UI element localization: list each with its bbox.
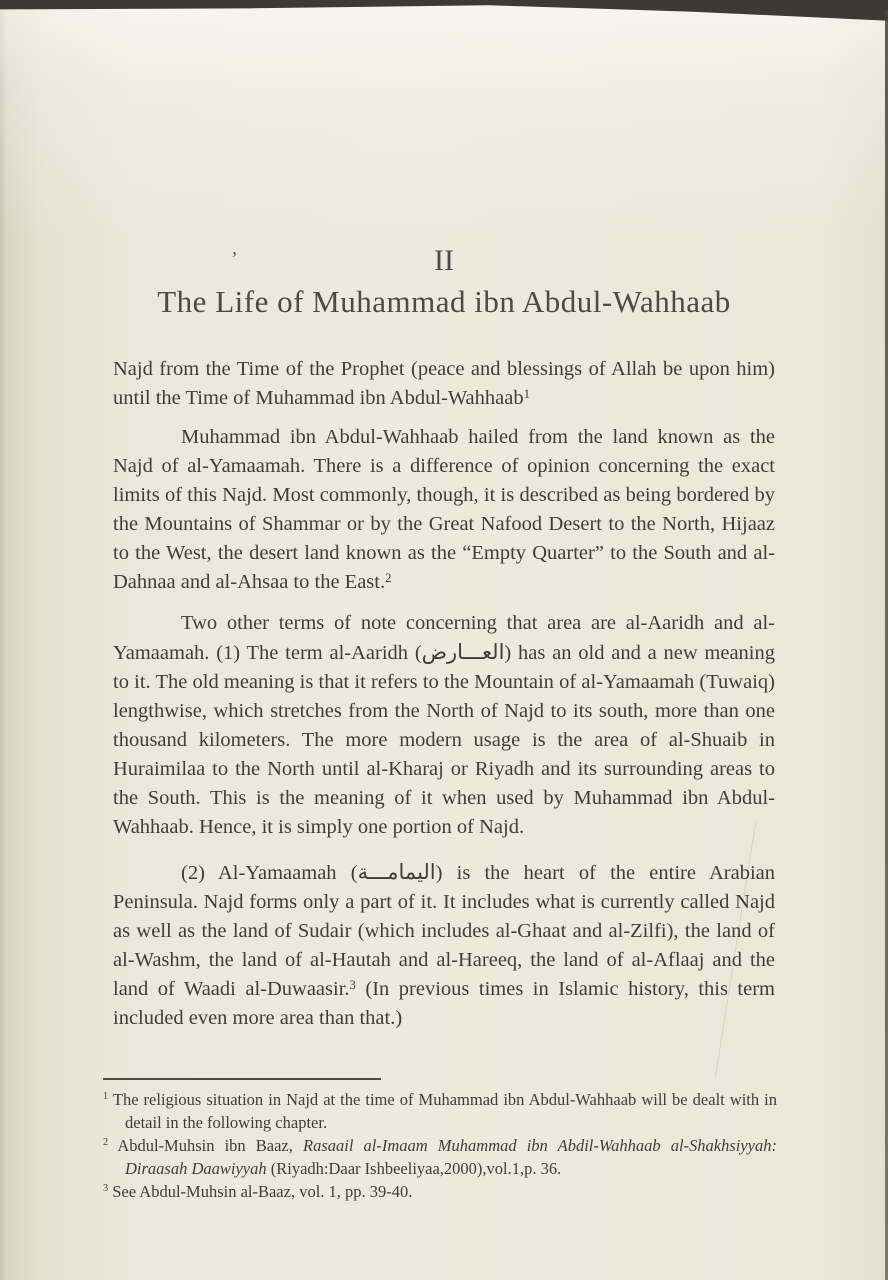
yamaamah-text-after-arabic: ) is the heart of the entire Arabian Peninsula. Najd forms only a part of it. It includes what is currently called Najd as well as the land of Sudair (which includes al-Ghaat and al-Zilfi), the land of al-Washm, the land of al-Hautah and al-Hareeq, the land of al-Aflaaj and the land of Waadi al-Duwaasir. bbox=[113, 862, 776, 1000]
paragraph-al-aaridh bbox=[113, 609, 775, 842]
scan-speck-artifact: ’ bbox=[231, 248, 238, 270]
aaridh-text-before-arabic: Two other terms of note concerning that area are al-Aaridh and al-Yamaamah. (1) The term al-Aaridh ( bbox=[113, 612, 775, 664]
footnote-ref-2: 2 bbox=[385, 571, 392, 585]
scanner-background-top-edge bbox=[0, 0, 888, 26]
paragraph-intro bbox=[113, 355, 775, 413]
najd-text: Muhammad ibn Abdul-Wahhaab hailed from the land known as the Najd of al-Yamaamah. There is a difference of opinion concerning the exact limits of this Najd. Most commonly, though, it is described as being bordered by the Mountains of Shammar or by the Great Nafood Desert to the North, Hijaaz to the West, the desert land known as the “Empty Quarter” to the South and al-Dahnaa and al-Ahsaa to the East. bbox=[113, 426, 775, 593]
chapter-number: II bbox=[434, 244, 454, 277]
paragraph-al-yamaamah bbox=[113, 858, 775, 1033]
footnote-1-number: 1 bbox=[103, 1091, 109, 1102]
footnotes-section bbox=[103, 1078, 777, 1203]
footnote-2 bbox=[103, 1134, 777, 1180]
footnote-2-tail-text: (Riyadh:Daar Ishbeeliyaa,2000),vol.1,p. 36. bbox=[266, 1159, 562, 1178]
yamaamah-closing-text: (In previous times in Islamic history, this term included even more area than that.) bbox=[113, 978, 776, 1029]
chapter-title: The Life of Muhammad ibn Abdul-Wahhaab bbox=[157, 284, 731, 319]
footnote-3-text: See Abdul-Muhsin al-Baaz, vol. 1, pp. 39-40. bbox=[112, 1182, 413, 1201]
arabic-term-al-aaridh: العـــارض bbox=[421, 640, 505, 664]
aaridh-text-after-arabic: ) has an old and a new meaning to it. The old meaning is that it refers to the Mountain of al-Yamaamah (Tuwaiq) lengthwise, which stretches from the North of Najd to its south, more than one thousand kilometers. The more modern usage is the area of al-Shuaib in Huraimilaa to the North until al-Kharaj or Riyadh and its surrounding areas to the South. This is the meaning of it when used by Muhammad ibn Abdul-Wahhaab. Hence, it is simply one portion of Najd. bbox=[113, 642, 775, 838]
paragraph-najd-borders bbox=[113, 423, 775, 597]
footnote-1-text: The religious situation in Najd at the time of Muhammad ibn Abdul-Wahhaab will be dealt with in detail in the following chapter. bbox=[112, 1090, 777, 1132]
footnote-3 bbox=[103, 1180, 777, 1203]
arabic-term-al-yamaamah: اليمامـــة bbox=[357, 860, 436, 884]
footnote-ref-1: 1 bbox=[523, 387, 530, 401]
footnote-2-lead-text: Abdul-Muhsin ibn Baaz, bbox=[117, 1136, 303, 1155]
footnote-3-number: 3 bbox=[103, 1183, 109, 1194]
footnote-2-book-title: Rasaail al-Imaam Muhammad ibn Abdil-Wahhaab al-Shakhsiyyah: Diraasah Daawiyyah bbox=[125, 1136, 777, 1178]
footnote-separator-rule bbox=[103, 1078, 381, 1080]
text-column bbox=[113, 244, 775, 1033]
yamaamah-text-before-arabic: (2) Al-Yamaamah ( bbox=[181, 862, 358, 884]
intro-text: Najd from the Time of the Prophet (peace and blessings of Allah be upon him) until the Time of Muhammad ibn Abdul-Wahhaab bbox=[113, 358, 775, 409]
footnote-ref-3: 3 bbox=[349, 978, 356, 992]
footnote-1 bbox=[103, 1088, 777, 1134]
footnote-2-number: 2 bbox=[103, 1137, 109, 1148]
